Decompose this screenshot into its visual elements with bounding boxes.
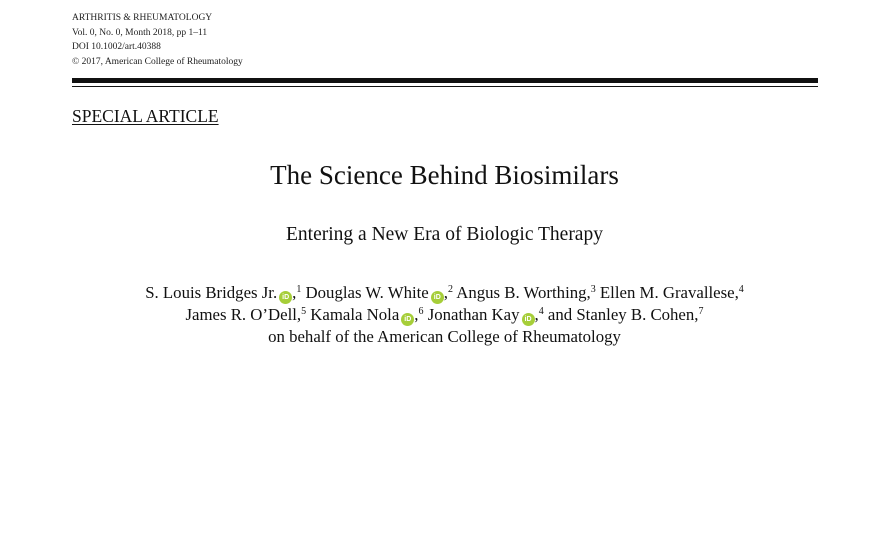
header-rule-thick	[72, 78, 818, 83]
affiliation-number: 6	[418, 306, 424, 317]
journal-header	[72, 11, 243, 69]
author: S. Louis Bridges Jr. iD ,$^1$	[145, 283, 302, 302]
author: Douglas W. White iD ,$^2$	[305, 283, 453, 302]
author-name: and Stanley B. Cohen,	[547, 305, 699, 324]
affiliation-number: 2	[447, 284, 453, 295]
section-label: SPECIAL ARTICLE	[72, 106, 219, 126]
journal-name: ARTHRITIS & RHEUMATOLOGY	[72, 13, 213, 23]
author-name: Douglas W. White	[305, 283, 429, 302]
author-name: Kamala Nola	[310, 305, 400, 324]
article-subtitle: Entering a New Era of Biologic Therapy	[286, 224, 603, 245]
journal-copyright: © 2017, American College of Rheumatology	[72, 56, 243, 67]
orcid-icon[interactable]: iD	[279, 291, 292, 304]
author-list	[0, 282, 889, 348]
affiliation-number: 4	[738, 284, 744, 295]
affiliation-number: 4	[538, 306, 544, 317]
author-name: Jonathan Kay	[427, 305, 520, 324]
author-line-1	[0, 282, 889, 304]
orcid-icon[interactable]: iD	[401, 313, 414, 326]
author-name: James R. O’Dell,	[185, 305, 302, 324]
article-title: The Science Behind Biosimilars	[270, 160, 619, 190]
author	[600, 283, 744, 302]
author: Jonathan Kay iD ,$^4$	[427, 305, 544, 324]
affiliation-number: 1	[296, 284, 302, 295]
author-name: Angus B. Worthing,	[456, 283, 591, 302]
author-name: Ellen M. Gravallese,	[599, 283, 739, 302]
author	[456, 283, 595, 302]
affiliation-number: 3	[590, 284, 596, 295]
journal-volume: Vol. 0, No. 0, Month 2018, pp 1–11	[72, 27, 208, 38]
affiliation-number: 5	[301, 306, 307, 317]
author-line-2	[0, 304, 889, 326]
author	[186, 305, 307, 324]
author-name: S. Louis Bridges Jr.	[145, 283, 278, 302]
orcid-icon[interactable]: iD	[522, 313, 535, 326]
author: Kamala Nola iD ,$^6$	[310, 305, 424, 324]
behalf-line: on behalf of the American College of Rheumatology	[268, 327, 621, 346]
journal-doi: DOI 10.1002/art.40388	[72, 42, 161, 52]
header-rule-thin	[72, 86, 818, 87]
affiliation-number: 7	[698, 306, 704, 317]
author	[548, 305, 704, 324]
orcid-icon[interactable]: iD	[431, 291, 444, 304]
